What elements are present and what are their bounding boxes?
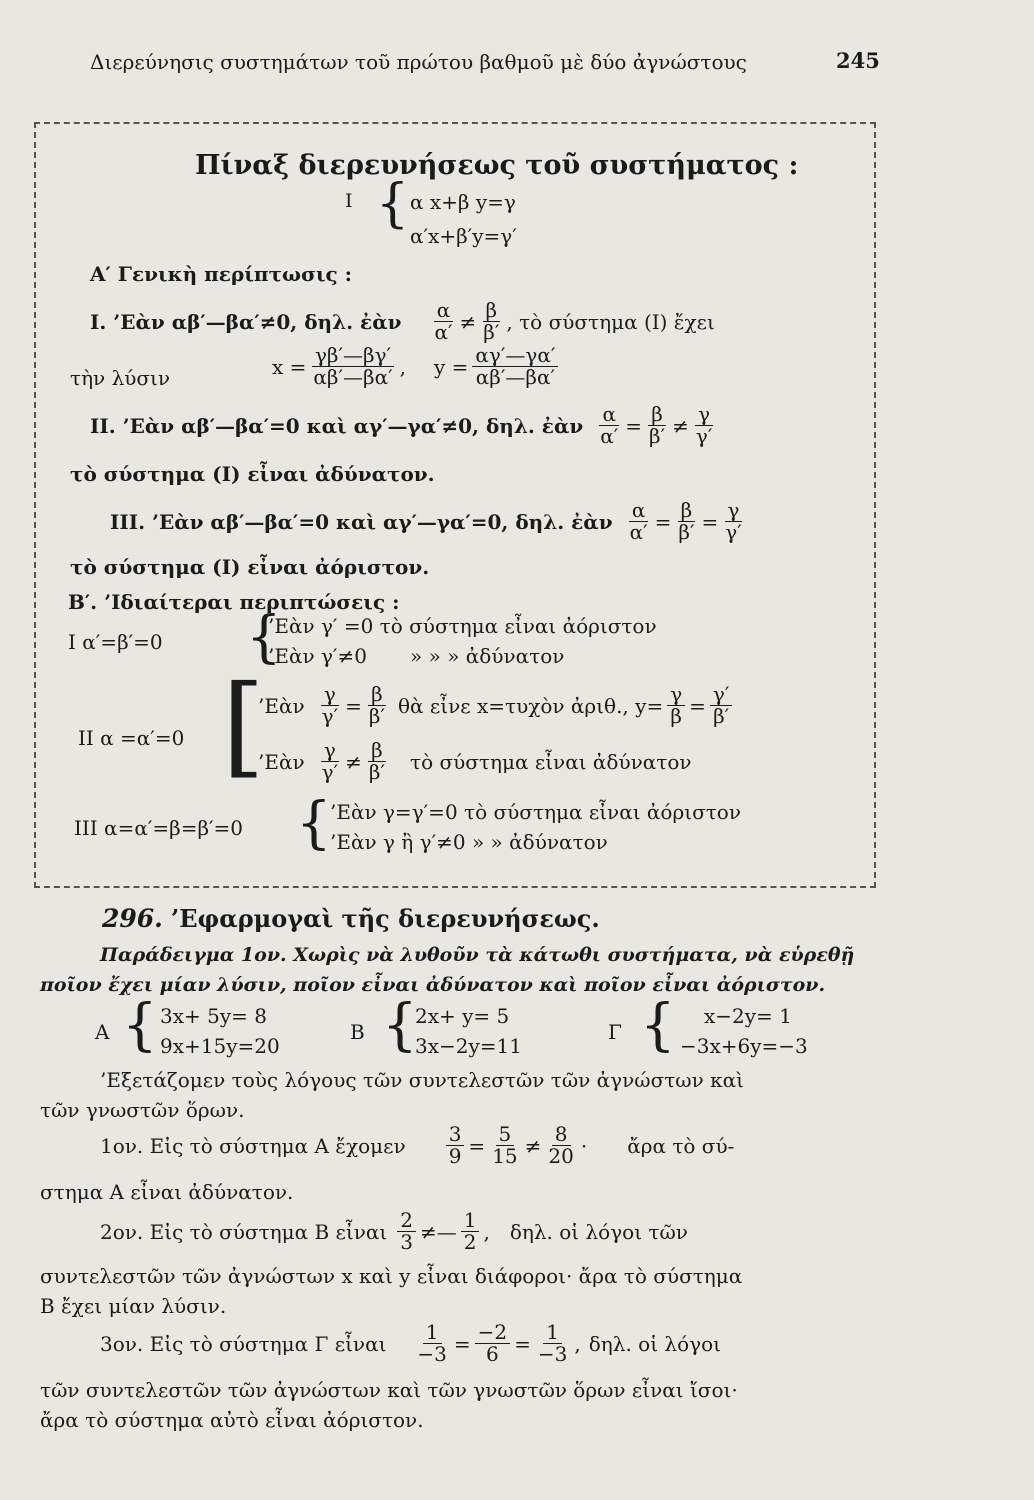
example-text-1: Παράδειγμα 1ον. Χωρὶς νὰ λυθοῦν τὰ κάτωθι συστήματα, νὰ εὑρεθῇ — [100, 944, 855, 966]
case3-frac3 — [722, 500, 745, 543]
frac-den: β′ — [649, 424, 666, 448]
frac-num: 3 — [446, 1124, 465, 1146]
sp1-line2b: » » » ἀδύνατον — [410, 644, 565, 668]
y-eq: y = — [433, 354, 469, 379]
case3-frac2 — [675, 500, 697, 543]
para1-line1 — [100, 1124, 734, 1167]
sp2-frac4 — [710, 684, 733, 727]
sp1-line1: ’Εὰν γ′ =0 τὸ σύστημα εἶναι ἀόριστον — [268, 614, 657, 638]
sp2-line2-a: ’Εὰν — [258, 749, 305, 774]
case1-prefix: I. ’Εὰν αβ′—βα′≠0, δηλ. ἐὰν — [90, 309, 402, 334]
para1-suffix: ἄρα τὸ σύ- — [627, 1133, 735, 1158]
frac-den: αβ′—βα′ — [313, 365, 393, 389]
frac-den: 3 — [400, 1230, 413, 1254]
sp3-condition: III α=α′=β=β′=0 — [74, 816, 244, 840]
p1-frac1 — [446, 1124, 465, 1167]
frac-num: 1 — [543, 1322, 562, 1344]
sysA-eq1: 3x+ 5y= 8 — [160, 1004, 267, 1028]
running-head: Διερεύνησις συστημάτων τοῦ πρώτου βαθμοῦ μὲ δύο ἀγνώστους — [90, 50, 747, 74]
frac-den: β — [670, 704, 682, 728]
system-eq2: α′x+β′y=γ′ — [410, 224, 517, 248]
frac-den: −3 — [537, 1342, 568, 1366]
para2-line3: B ἔχει μίαν λύσιν. — [40, 1294, 227, 1318]
frac-den: α′ — [629, 520, 648, 544]
eq-sign: = — [654, 509, 672, 534]
frac-den: 9 — [448, 1144, 462, 1168]
case1-neq: ≠ — [459, 309, 477, 334]
sp1-brace: { — [246, 605, 282, 670]
frac-num: γ — [667, 684, 685, 706]
case2-line — [90, 404, 719, 447]
para3-suffix: δηλ. οἱ λόγοι — [588, 1331, 721, 1356]
sp1-condition: I α′=β′=0 — [68, 630, 163, 654]
p3-frac1 — [414, 1322, 449, 1365]
examine-line2: τῶν γνωστῶν ὅρων. — [40, 1098, 245, 1122]
neq-sign: ≠ — [345, 749, 362, 774]
frac-num: 8 — [552, 1124, 571, 1146]
p2-frac2 — [461, 1210, 480, 1253]
sp2-frac6 — [366, 740, 388, 783]
example-line2 — [40, 974, 825, 996]
sp2-line1-a: ’Εὰν — [258, 693, 305, 718]
sp2-line2-b: τὸ σύστημα εἶναι ἀδύνατον — [410, 749, 692, 774]
para3-line3: ἄρα τὸ σύστημα αὐτὸ εἶναι ἀόριστον. — [40, 1408, 424, 1432]
para2-prefix: 2ον. Εἰς τὸ σύστημα B εἶναι — [100, 1219, 388, 1244]
eq-sign: = — [701, 509, 719, 534]
system-eq1: α x+β y=γ — [410, 190, 516, 214]
case3-frac1 — [627, 500, 651, 543]
dot: · — [580, 1133, 588, 1158]
case3-prefix: III. ’Εὰν αβ′—βα′=0 καὶ αγ′—γα′=0, δηλ. ἐὰν — [110, 509, 613, 534]
frac-num: β — [648, 404, 666, 426]
frac-den: γ′ — [321, 760, 339, 784]
general-case-heading: Α′ Γενικὴ περίπτωσις : — [90, 262, 353, 286]
frac-num: αγ′—γα′ — [472, 345, 558, 367]
para2-line2: συντελεστῶν τῶν ἀγνώστων x καὶ y εἶναι διάφοροι· ἄρα τὸ σύστημα — [40, 1264, 743, 1288]
section-number: 296. — [102, 904, 163, 933]
eq-sign: = — [514, 1331, 531, 1356]
frac-num: β — [483, 300, 501, 322]
comma: , — [574, 1331, 581, 1356]
para1-line2: στημα A εἶναι ἀδύνατον. — [40, 1180, 294, 1204]
frac-num: 1 — [461, 1210, 480, 1232]
table-title: Πίναξ διερευνήσεως τοῦ συστήματος : — [195, 150, 799, 181]
neq-sign: ≠ — [672, 413, 689, 438]
eq-sign: = — [689, 693, 706, 718]
section-title: ’Εφαρμογαὶ τῆς διερευνήσεως. — [170, 904, 600, 933]
para3-prefix: 3ον. Εἰς τὸ σύστημα Γ εἶναι — [100, 1331, 387, 1356]
eq-sign: = — [345, 693, 362, 718]
frac-num: 5 — [496, 1124, 515, 1146]
frac-den: 6 — [486, 1342, 499, 1366]
case1-frac2 — [480, 300, 502, 343]
sysG-eq1: x−2y= 1 — [704, 1004, 792, 1028]
sp1-line2a: ’Εὰν γ′≠0 — [268, 644, 367, 668]
frac-den: 2 — [463, 1230, 477, 1254]
sysA-label: A — [95, 1020, 110, 1044]
para1-prefix: 1ον. Εἰς τὸ σύστημα A ἔχομεν — [100, 1133, 406, 1158]
sysG-label: Γ — [608, 1020, 622, 1044]
frac-den: β′ — [678, 520, 695, 544]
frac-num: 1 — [423, 1322, 442, 1344]
para2-suffix: δηλ. οἱ λόγοι τῶν — [509, 1219, 688, 1244]
frac-num: β — [678, 500, 696, 522]
example-line1 — [100, 944, 854, 966]
comma: , — [483, 1219, 490, 1244]
section-heading — [102, 904, 600, 933]
sp2-line2 — [258, 740, 692, 783]
sp2-frac1 — [319, 684, 342, 727]
sysB-label: B — [350, 1020, 365, 1044]
case1-line — [90, 300, 715, 343]
sp2-condition: II α =α′=0 — [78, 726, 185, 750]
comma: , — [399, 354, 406, 379]
x-fraction — [310, 345, 395, 388]
frac-den: β′ — [483, 320, 500, 344]
case2-frac2 — [646, 404, 668, 447]
eq-sign: = — [625, 413, 643, 438]
sysA-eq2: 9x+15y=20 — [160, 1034, 280, 1058]
para3-line2: τῶν συντελεστῶν τῶν ἀγνώστων καὶ τῶν γνωστῶν ὅρων εἶναι ἴσοι· — [40, 1378, 738, 1402]
p2-frac1 — [397, 1210, 416, 1253]
para3-line1 — [100, 1322, 721, 1365]
sp3-line1: ’Εὰν γ=γ′=0 τὸ σύστημα εἶναι ἀόριστον — [330, 800, 741, 824]
p3-frac3 — [535, 1322, 570, 1365]
frac-den: β′ — [713, 704, 730, 728]
special-cases-heading: Β′. ’Ιδιαίτεραι περιπτώσεις : — [68, 590, 400, 614]
sysB-brace: { — [382, 993, 418, 1058]
sysG-eq2: −3x+6y=−3 — [680, 1034, 808, 1058]
y-fraction — [472, 345, 558, 388]
frac-num: β — [368, 740, 386, 762]
frac-den: −3 — [417, 1342, 447, 1366]
frac-den: γ′ — [321, 704, 339, 728]
sp2-bracket: [ — [222, 661, 265, 789]
frac-num: γ — [321, 740, 339, 762]
frac-num: γ — [695, 404, 713, 426]
case3-conclusion: τὸ σύστημα (I) εἶναι ἀόριστον. — [70, 555, 430, 579]
p1-frac3 — [545, 1124, 576, 1167]
frac-den: α′ — [434, 320, 453, 344]
frac-den: 20 — [548, 1144, 574, 1168]
case2-prefix: II. ’Εὰν αβ′—βα′=0 καὶ αγ′—γα′≠0, δηλ. ἐὰν — [90, 413, 584, 438]
x-eq: x = — [272, 354, 307, 379]
frac-den: α′ — [600, 424, 619, 448]
sp3-line2: ’Εὰν γ ἢ γ′≠0 » » ἀδύνατον — [330, 830, 608, 854]
examine-line1: ’Εξετάζομεν τοὺς λόγους τῶν συντελεστῶν τῶν ἀγνώστων καὶ — [100, 1068, 744, 1092]
case3-line — [110, 500, 749, 543]
sp2-line1 — [258, 684, 736, 727]
page-number: 245 — [836, 48, 880, 73]
sysG-brace: { — [640, 993, 676, 1058]
p1-frac2 — [489, 1124, 520, 1167]
frac-num: α — [434, 300, 454, 322]
frac-den: β′ — [368, 704, 385, 728]
frac-den: γ′ — [695, 424, 713, 448]
sp2-frac2 — [366, 684, 388, 727]
sp2-frac3 — [667, 684, 685, 727]
sp2-frac5 — [319, 740, 342, 783]
frac-num: 2 — [397, 1210, 416, 1232]
frac-den: γ′ — [725, 520, 742, 544]
p3-frac2 — [475, 1322, 510, 1365]
sysB-eq2: 3x−2y=11 — [415, 1034, 522, 1058]
frac-num: γ — [725, 500, 743, 522]
system-label: I — [345, 190, 353, 212]
sp3-brace: { — [296, 791, 332, 856]
frac-num: β — [368, 684, 386, 706]
case2-frac1 — [597, 404, 621, 447]
frac-num: −2 — [475, 1322, 510, 1344]
frac-num: γ′ — [710, 684, 733, 706]
frac-num: α — [629, 500, 649, 522]
case1-suffix: , τὸ σύστημα (I) ἔχει — [506, 309, 715, 334]
case1-frac1 — [431, 300, 455, 343]
case2-frac3 — [693, 404, 716, 447]
frac-den: 15 — [492, 1144, 518, 1168]
frac-num: γ — [321, 684, 339, 706]
minus-sign: — — [436, 1219, 457, 1244]
neq-sign: ≠ — [419, 1219, 437, 1244]
sp2-line1-b: θὰ εἶνε x=τυχὸν ἀριθ., y= — [398, 693, 664, 718]
sysB-eq1: 2x+ y= 5 — [415, 1004, 510, 1028]
frac-den: β′ — [368, 760, 385, 784]
frac-num: γβ′—βγ′ — [312, 345, 394, 367]
sysA-brace: { — [122, 993, 158, 1058]
solution-label: τὴν λύσιν — [70, 366, 171, 390]
neq-sign: ≠ — [524, 1133, 542, 1158]
example-text-2: ποῖον ἔχει μίαν λύσιν, ποῖον εἶναι ἀδύνατον καὶ ποῖον εἶναι ἀόριστον. — [40, 974, 826, 996]
frac-den: αβ′—βα′ — [475, 365, 556, 389]
frac-num: α — [599, 404, 619, 426]
solution-formulas — [272, 345, 562, 388]
eq-sign: = — [468, 1133, 486, 1158]
eq-sign: = — [453, 1331, 471, 1356]
para2-line1 — [100, 1210, 688, 1253]
system-brace: { — [376, 174, 410, 234]
case2-conclusion: τὸ σύστημα (I) εἶναι ἀδύνατον. — [70, 462, 435, 486]
